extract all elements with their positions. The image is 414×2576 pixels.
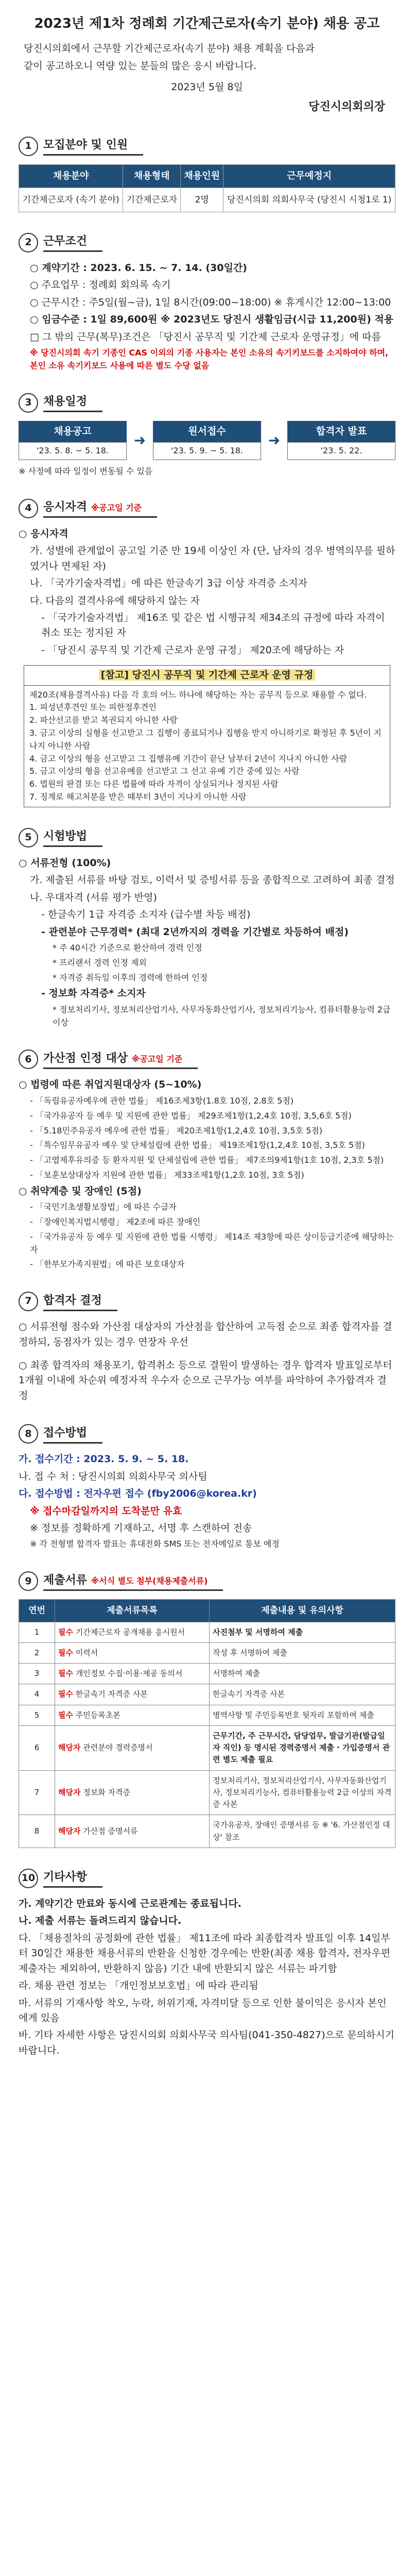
- section-suffix: ※공고일 기준: [91, 503, 142, 513]
- work-line: ○ 계약기간 : 2023. 6. 15. ~ 7. 14. (30일간): [30, 262, 247, 274]
- bonus-line: - 「한부모가족지원법」에 따른 보호대상자: [30, 1259, 185, 1269]
- table-header: 채용인원: [181, 164, 223, 188]
- regulation-line: 3. 금고 이상의 실형을 선고받고 그 집행이 종료되거나 집행을 받지 아니하기로 확정된 후 5년이 지나지 아니한 사람: [29, 728, 382, 751]
- table-cell: 2명: [181, 188, 223, 212]
- regulation-line: 제20조(채용결격사유) 다음 각 호의 어느 하나에 해당하는 자는 공무직 등으로 채용할 수 없다.: [29, 689, 367, 700]
- table-header: 연번: [19, 1600, 55, 1622]
- etc-line: 가. 계약기간 만료와 동시에 근로관계는 종료됩니다.: [19, 1897, 242, 1909]
- row-note: 서명하여 제출: [210, 1664, 395, 1684]
- bonus-line: ○ 법령에 따른 취업지원대상자 (5~10%): [19, 1079, 202, 1091]
- exam-line: * 자격증 취득일 이후의 경력에 한하여 인정: [53, 972, 208, 982]
- qualify-line: 다. 다음의 결격사유에 해당하지 않는 자: [30, 595, 200, 606]
- regulation-line: 6. 법원의 판결 또는 다른 법률에 따라 자격이 상실되거나 정지된 사람: [29, 779, 279, 789]
- table-cell: 기간제근로자: [123, 188, 181, 212]
- apply-note: ※ 접수마감일까지의 도착분만 유효: [30, 1505, 182, 1517]
- bonus-line: ○ 취약계층 및 장애인 (5점): [19, 1185, 142, 1197]
- schedule-flow: [19, 421, 395, 460]
- bonus-line: - 「5.18민주유공자 예우에 관한 법률」 제20조제1항(1,2,4호 10점, 3,5호 5점): [30, 1125, 323, 1136]
- exam-line: * 주 40시간 기준으로 환산하여 경력 인정: [53, 943, 202, 953]
- page-title: 2023년 제1차 정례회 기간제근로자(속기 분야) 채용 공고: [34, 16, 380, 31]
- table-header: 채용분야: [19, 164, 123, 188]
- work-line: ○ 근무시간 : 주5일(월~금), 1일 8시간(09:00~18:00) ※ 휴게시간 12:00~13:00: [30, 296, 391, 308]
- row-doc: [55, 1770, 210, 1815]
- qualify-line: 나. 「국가기술자격법」에 따른 한글속기 3급 이상 자격증 소지자: [30, 578, 307, 589]
- etc-line: 마. 서류의 기재사항 착오, 누락, 허위기재, 자격미달 등으로 인한 불이익은 응시자 본인에게 있음: [19, 1997, 387, 2024]
- step-title: 채용공고: [19, 421, 127, 442]
- qualify-line: 가. 성별에 관계없이 공고일 기준 만 19세 이상인 자 (단, 남자의 경우 병역의무를 필하였거나 면제된 자): [30, 545, 395, 572]
- section-3-heading: [19, 393, 395, 413]
- step-date: '23. 5. 9. ~ 5. 18.: [153, 442, 261, 460]
- intro-line: 같이 공고하오니 역량 있는 분들의 많은 응시 바랍니다.: [24, 60, 257, 72]
- row-doc-name: 한글속기 자격증 사본: [75, 1689, 148, 1699]
- etc-line: 나. 제출 서류는 돌려드리지 않습니다.: [19, 1915, 182, 1927]
- section-number: 4: [19, 499, 38, 518]
- section-7-heading: [19, 1292, 395, 1311]
- row-doc-name: 정보화 자격증: [83, 1787, 130, 1797]
- regulation-line: 5. 금고 이상의 형을 선고유예를 선고받고 그 선고 유예 기간 중에 있는 사람: [29, 766, 300, 776]
- bonus-line: - 「국민기초생활보장법」에 따른 수급자: [30, 1202, 177, 1212]
- row-doc-name: 가산점 증명서류: [83, 1826, 138, 1836]
- qualify-line: - 「국가기술자격법」 제16조 및 같은 법 시행규칙 제34조의 규정에 따라 자격이 취소 또는 정지된 자: [41, 612, 385, 639]
- intro-line: 당진시의회에서 근무할 기간제근로자(속기 분야) 채용 계획을 다음과: [24, 43, 315, 55]
- section-number: 8: [19, 1424, 38, 1444]
- section-6-heading: [19, 1049, 395, 1069]
- qualify-line: - 「당진시 공무직 및 기간제 근로자 운영 규정」 제20조에 해당하는 자: [41, 644, 344, 656]
- table-header: 채용형태: [123, 164, 181, 188]
- section-number: 2: [19, 233, 38, 252]
- announce-date: 2023년 5월 8일: [171, 81, 243, 93]
- row-note: 근무기간, 주 근무시간, 담당업무, 발급기관(발급일자 직인) 등 명시된 경력증명서 제출 · 가입증명서 관련 별도 제출 필요: [210, 1725, 395, 1770]
- decision-line: ○ 서류전형 점수와 가산점 대상자의 가산점을 합산하여 고득점 순으로 최종 합격자를 결정하되, 동점자가 있는 경우 연장자 우선: [19, 1321, 392, 1348]
- row-doc-name: 개인정보 수집·이용·제공 동의서: [75, 1669, 183, 1679]
- section-4-heading: [19, 499, 395, 518]
- intro: [19, 41, 395, 74]
- row-number: 6: [19, 1725, 55, 1770]
- table-row: [19, 1725, 395, 1770]
- row-doc: [55, 1684, 210, 1705]
- row-doc: [55, 1664, 210, 1684]
- regulation-line: 2. 파산선고를 받고 복권되지 아니한 사람: [29, 715, 178, 725]
- table-header: 근무예정지: [223, 164, 395, 188]
- row-number: 4: [19, 1684, 55, 1705]
- section-suffix: ※서식 별도 첨부(채용제출서류): [91, 1575, 208, 1586]
- exam-line: ○ 서류전형 (100%): [19, 857, 111, 869]
- row-tag: 필수: [58, 1669, 73, 1679]
- row-tag: 해당자: [58, 1743, 81, 1753]
- section-title: 모집분야 및 인원: [43, 137, 143, 156]
- bonus-line: - 「국가유공자 등 예우 및 지원에 관한 법률 시행령」 제14조 제3항에 따른 상이등급기준에 해당하는 자: [30, 1231, 394, 1255]
- row-number: 7: [19, 1770, 55, 1815]
- section-number: 6: [19, 1049, 38, 1069]
- apply-line: 다. 접수방법 : 전자우편 접수 (fby2006@korea.kr): [19, 1488, 257, 1500]
- section-title: 근무조건: [43, 233, 102, 252]
- table-header: 제출서류목록: [55, 1600, 210, 1622]
- exam-line: * 프리랜서 경력 인정 제외: [53, 957, 147, 968]
- table-header: 제출내용 및 유의사항: [210, 1600, 395, 1622]
- section-8-heading: [19, 1424, 395, 1444]
- apply-note: ※ 정보를 정확하게 기재하고, 서명 후 스캔하여 전송: [30, 1522, 252, 1534]
- row-tag: 필수: [58, 1689, 73, 1699]
- row-tag: 필수: [58, 1648, 73, 1657]
- row-tag: 필수: [58, 1710, 73, 1720]
- row-doc-name: 기간제근로자 공개채용 응시원서: [75, 1627, 185, 1637]
- table-row: [19, 1815, 395, 1848]
- schedule-step: [19, 421, 127, 460]
- section-number: 10: [19, 1869, 38, 1888]
- step-date: '23. 5. 22.: [287, 442, 395, 460]
- work-line: ○ 주요업무 : 정례회 회의록 속기: [30, 279, 171, 291]
- exam-line: 가. 제출된 서류를 바탕 검토, 이력서 및 증빙서류 등을 종합적으로 고려하여 최종 결정: [30, 874, 395, 886]
- bonus-line: - 「고엽제후유의증 등 환자지원 및 단체설립에 관한 법률」 제7조의9제1항(1호 10점, 2,3호 5점): [30, 1155, 384, 1165]
- row-note: 국가유공자, 장애인 증명서류 등 ※ '6. 가산점인정 대상' 참조: [210, 1815, 395, 1848]
- row-number: 3: [19, 1664, 55, 1684]
- table-cell: 기간제근로자 (속기 분야): [19, 188, 123, 212]
- row-doc: [55, 1622, 210, 1642]
- step-title: 원서접수: [153, 421, 261, 442]
- row-tag: 해당자: [58, 1787, 81, 1797]
- arrow-right-icon: ➜: [133, 432, 146, 449]
- row-note: 한글속기 자격증 사본: [210, 1684, 395, 1705]
- bonus-line: - 「국가유공자 등 예우 및 지원에 관한 법률」 제29조제1항(1,2,4호 10점, 3,5,6호 5점): [30, 1110, 352, 1121]
- table-row: [19, 1770, 395, 1815]
- etc-line: 라. 채용 관련 정보는 「개인정보보호법」에 따라 관리됨: [19, 1980, 258, 1992]
- section-1-heading: [19, 137, 395, 156]
- work-note: ※ 당진시의회 속기 기종인 CAS 이외의 기종 사용자는 본인 소유의 속기키보드를 소지하여야 하며, 본인 소유 속기키보드 사용에 따른 별도 수당 없음: [30, 348, 388, 370]
- section-10-heading: [19, 1869, 395, 1888]
- exam-line: - 관련분야 근무경력* (최대 2년까지의 경력을 기간별로 차등하여 배점): [41, 926, 349, 938]
- work-line: ○ 임금수준 : 1일 89,600원 ※ 2023년도 당진시 생활임금(시급 11,200원) 적용: [30, 314, 393, 326]
- regulation-line: 1. 피성년후견인 또는 피한정후견인: [29, 702, 157, 713]
- bonus-line: - 「보훈보상대상자 지원에 관한 법률」 제33조제1항(1,2호 10점, 3호 5점): [30, 1170, 304, 1180]
- work-line: □ 그 밖의 근무(복무)조건은 「당진시 공무직 및 기간제 근로자 운영규정」에 따름: [30, 331, 381, 343]
- table-row: [19, 1642, 395, 1663]
- section-2-heading: [19, 233, 395, 252]
- schedule-note: ※ 사정에 따라 일정이 변동될 수 있음: [19, 466, 153, 476]
- row-tag: 해당자: [58, 1826, 81, 1836]
- row-note: 정보처리기사, 정보처리산업기사, 사무자동화산업기사, 정보처리기능사, 컴퓨터활용능력 2급 이상의 자격증 사본: [210, 1770, 395, 1815]
- apply-note: ※ 각 전형별 합격자 발표는 휴대전화 SMS 또는 전자메일로 통보 예정: [30, 1539, 280, 1549]
- row-note: 작성 후 서명하여 제출: [210, 1642, 395, 1663]
- section-suffix: ※공고일 기준: [131, 1054, 183, 1064]
- row-doc: [55, 1705, 210, 1725]
- regulation-line: 4. 금고 이상의 형을 선고받고 그 집행유예 기간이 끝난 날부터 2년이 지나지 아니한 사람: [29, 753, 348, 764]
- exam-line: - 정보화 자격증* 소지자: [41, 988, 146, 999]
- section-title: [43, 499, 157, 518]
- row-note: 사진첨부 및 서명하여 제출: [210, 1622, 395, 1642]
- section-title: 접수방법: [43, 1425, 102, 1444]
- qualify-line: ○ 응시자격: [19, 528, 68, 539]
- row-doc: [55, 1642, 210, 1663]
- row-number: 5: [19, 1705, 55, 1725]
- apply-line: 나. 접 수 처 : 당진시의회 의회사무국 의사팀: [19, 1470, 208, 1482]
- section-title-text: 제출서류: [43, 1573, 88, 1587]
- row-doc-name: 관련분야 경력증명서: [83, 1743, 153, 1753]
- row-doc-name: 이력서: [75, 1648, 98, 1657]
- table-row: [19, 1622, 395, 1642]
- section-number: 5: [19, 828, 38, 848]
- bonus-line: - 「특수임무유공자 예우 및 단체설립에 관한 법률」 제19조제1항(1,2,4호 10점, 3,5호 5점): [30, 1140, 365, 1150]
- row-doc: [55, 1815, 210, 1848]
- table-row: [19, 1664, 395, 1684]
- row-note: 병역사항 및 주민등록번호 뒷자리 포함하여 제출: [210, 1705, 395, 1725]
- row-doc: [55, 1725, 210, 1770]
- etc-line: 바. 기타 자세한 사항은 당진시의회 의회사무국 의사팀(041-350-4827)으로 문의하시기 바랍니다.: [19, 2029, 395, 2056]
- recruit-table: [19, 164, 395, 212]
- apply-line: 가. 접수기간 : 2023. 5. 9. ~ 5. 18.: [19, 1453, 189, 1465]
- section-number: 3: [19, 393, 38, 413]
- section-number: 9: [19, 1571, 38, 1591]
- row-number: 2: [19, 1642, 55, 1663]
- section-9-heading: [19, 1571, 395, 1591]
- step-title: 합격자 발표: [287, 421, 395, 442]
- issuer: 당진시의회의장: [308, 100, 385, 113]
- regulation-line: 7. 징계로 해고처분을 받은 때부터 3년이 지나지 아니한 사람: [29, 792, 247, 802]
- documents-table: [19, 1599, 395, 1848]
- exam-line: 나. 우대자격 (서류 평가 반영): [30, 891, 157, 903]
- regulation-box: [24, 665, 390, 807]
- section-title-text: 응시자격: [43, 501, 88, 514]
- regulation-caption: [참고] 당진시 공무직 및 기간제 근로자 운영 규정: [24, 666, 390, 685]
- section-title: 기타사항: [43, 1869, 102, 1888]
- section-title: [43, 1050, 198, 1069]
- section-title: 채용일정: [43, 393, 102, 412]
- row-number: 1: [19, 1622, 55, 1642]
- schedule-step: [153, 421, 261, 460]
- section-number: 7: [19, 1292, 38, 1311]
- section-number: 1: [19, 137, 38, 156]
- step-date: '23. 5. 8. ~ 5. 18.: [19, 442, 127, 460]
- etc-line: 다. 「채용절차의 공정화에 관한 법률」 제11조에 따라 최종합격자 발표일 이후 14일부터 30일간 채용한 채용서류의 반환을 신청한 경우에는 반환(최종 채용 합격자, 전자우편 제출자는 제외하여, 반환하지 않음) 기간 내에 반환되지 않은 서류는 파기함: [19, 1932, 391, 1974]
- row-doc-name: 주민등록초본: [75, 1710, 120, 1720]
- regulation-body: [24, 686, 390, 807]
- decision-line: ○ 최종 합격자의 채용포기, 합격취소 등으로 결원이 발생하는 경우 합격자 발표일로부터 1개월 이내에 차순위 예정자적 우수자 순으로 근무가능 여부를 파악하여 추가합격자 결정: [19, 1359, 392, 1401]
- schedule-step: [287, 421, 395, 460]
- section-5-heading: [19, 828, 395, 848]
- row-tag: 필수: [58, 1627, 73, 1637]
- bonus-line: - 「장애인복지법시행령」 제2조에 따른 장애인: [30, 1216, 201, 1227]
- section-title-text: 가산점 인정 대상: [43, 1052, 128, 1065]
- table-row: [19, 1705, 395, 1725]
- table-row: [19, 1684, 395, 1705]
- row-number: 8: [19, 1815, 55, 1848]
- exam-line: - 한글속기 1급 자격증 소지자 (급수별 차등 배점): [41, 909, 251, 921]
- table-cell: 당진시의회 의회사무국 (당진시 시청1로 1): [223, 188, 395, 212]
- exam-line: * 정보처리기사, 정보처리산업기사, 사무자동화산업기사, 정보처리기능사, 컴퓨터활용능력 2급 이상: [53, 1004, 391, 1027]
- bonus-line: - 「독립유공자예우에 관한 법률」 제16조제3항(1.8호 10점, 2.8호 5점): [30, 1095, 294, 1106]
- section-title: 시험방법: [43, 828, 102, 847]
- section-title: [43, 1572, 223, 1591]
- section-title: 합격자 결정: [43, 1292, 117, 1311]
- arrow-right-icon: ➜: [268, 432, 281, 449]
